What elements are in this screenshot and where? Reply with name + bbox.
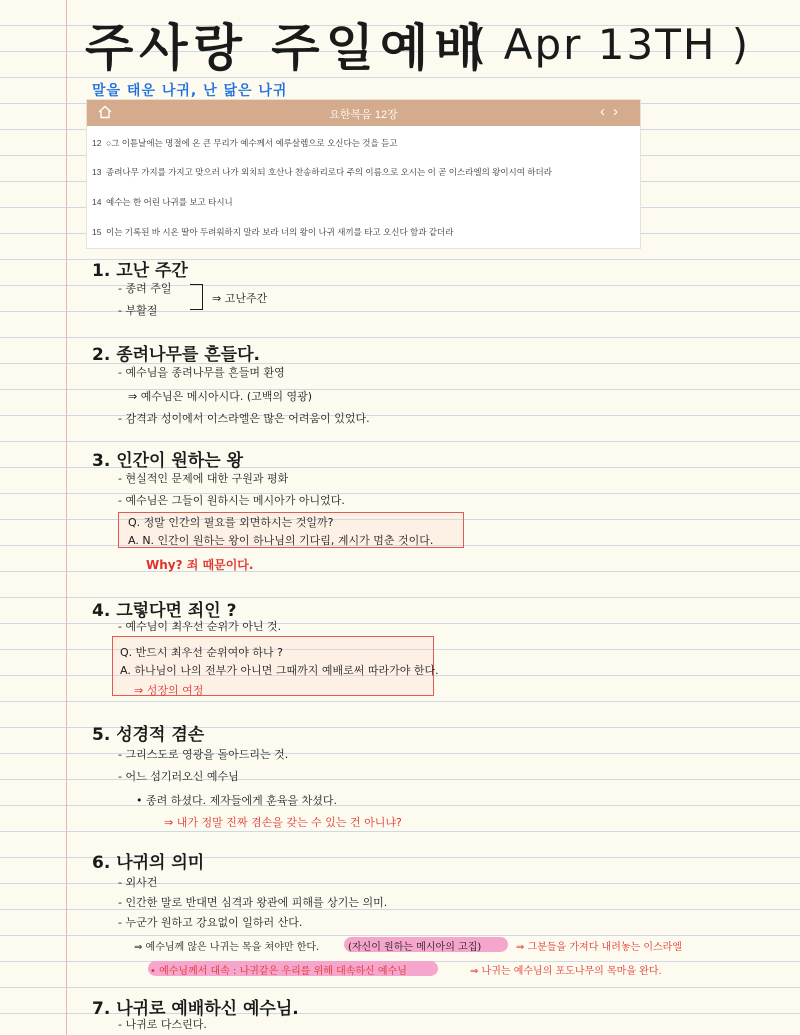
verse-text: 예수는 한 어린 나귀를 보고 타시니 xyxy=(106,197,233,207)
page-title: 주사랑 주일예배 xyxy=(85,19,489,77)
highlighted-note: (자신이 원하는 메시아의 고집) xyxy=(348,942,482,953)
note-line: - 예수님은 그들이 원하시는 메시아가 아니었다. xyxy=(118,494,345,507)
section-heading: 4. 그렇다면 죄인 ? xyxy=(92,601,237,621)
section-heading: 1. 고난 주간 xyxy=(92,261,188,281)
verse-row xyxy=(92,196,233,208)
arrow-note: ⇒ 나귀는 예수님의 포도나무의 목마을 완다. xyxy=(470,966,662,977)
section-heading: 7. 나귀로 예배하신 예수님. xyxy=(92,999,299,1019)
verse-text: ○그 이튿날에는 명절에 온 큰 무리가 예수께서 예루살렘으로 오신다는 것을 듣고 xyxy=(106,138,398,148)
note-line: - 부활절 xyxy=(118,304,158,317)
section-heading: 2. 종려나무를 흔들다. xyxy=(92,345,260,365)
verse-number: 13 xyxy=(92,167,102,177)
arrow-note: ⇒ 성장의 여정 xyxy=(134,684,204,697)
note-line: ⇒ 예수님은 메시아시다. (고백의 영광) xyxy=(128,390,313,403)
verse-row xyxy=(92,166,552,178)
question-text: Q. 반드시 최우선 순위여야 하나 ? xyxy=(120,646,283,659)
verse-number: 15 xyxy=(92,227,102,237)
note-line: - 누군가 원하고 강요없이 일하러 산다. xyxy=(118,916,303,929)
verse-text: 종려나무 가지를 가지고 맞으러 나가 외치되 호산나 찬송하리로다 주의 이름으로 오시는 이 곧 이스라엘의 왕이시여 하더라 xyxy=(106,167,552,177)
subtitle: 말을 태운 나귀, 난 닮은 나귀 xyxy=(92,83,288,99)
note-line: - 예수님이 최우선 순위가 아닌 것. xyxy=(118,620,282,633)
chevron-left-icon[interactable]: ‹ xyxy=(600,103,613,120)
verse-number: 14 xyxy=(92,197,102,207)
answer-text: A. N. 인간이 원하는 왕이 하나님의 기다림, 계시가 멈춘 것이다. xyxy=(128,534,434,547)
section-heading: 3. 인간이 원하는 왕 xyxy=(92,451,243,471)
note-line: - 예수님을 종려나무를 흔들며 환영 xyxy=(118,366,285,379)
date: ( Apr 13TH ) xyxy=(470,20,751,69)
note-line: - 현실적인 문제에 대한 구원과 평화 xyxy=(118,472,289,485)
bible-chapter-title: 요한복음 12장 xyxy=(329,109,398,121)
highlighted-note: • 예수님께서 대속 : 나귀같은 우리를 위해 대속하신 예수님 xyxy=(150,966,407,977)
section-heading: 6. 나귀의 의미 xyxy=(92,853,205,873)
arrow-note: ⇒ 그분들을 가져다 내려놓는 이스라엘 xyxy=(516,942,682,953)
note-line: - 감격과 성이에서 이스라엘은 많은 어려움이 있었다. xyxy=(118,412,370,425)
arrow-note: ⇒ 내가 정말 진짜 겸손을 갖는 수 있는 건 아니냐? xyxy=(164,816,402,829)
note-line: - 외사건 xyxy=(118,876,158,889)
bible-header xyxy=(87,100,640,126)
note-line: - 나귀로 다스린다. xyxy=(118,1018,207,1031)
verse-row xyxy=(92,226,453,238)
note-line: • 종려 하셨다. 제자들에게 훈육을 차셨다. xyxy=(136,794,337,807)
verse-text: 이는 기록된 바 시온 딸아 두려워하지 말라 보라 너의 왕이 나귀 새끼를 타고 오신다 함과 같더라 xyxy=(106,227,454,237)
chevron-right-icon[interactable]: › xyxy=(613,103,626,120)
section-heading: 5. 성경적 겸손 xyxy=(92,725,205,745)
bracket xyxy=(190,284,203,310)
note-line: ⇒ 예수님께 않은 나귀는 목을 쳐야만 한다. xyxy=(134,942,320,953)
answer-text: A. 하나님이 나의 전부가 아니면 그때까지 예배로써 따라가야 한다. xyxy=(120,664,439,677)
question-text: Q. 정말 인간의 필요를 외면하시는 것일까? xyxy=(128,516,334,529)
why-note: Why? 죄 때문이다. xyxy=(146,558,254,572)
note-line: - 종려 주일 xyxy=(118,282,172,295)
note-line: - 인간한 말로 반대면 심격과 왕관에 피해를 상기는 의미. xyxy=(118,896,388,909)
verse-row xyxy=(92,137,398,149)
bible-panel xyxy=(87,100,640,248)
chapter-nav[interactable] xyxy=(600,103,626,120)
verse-number: 12 xyxy=(92,138,102,148)
note-line: - 어느 섬기러오신 예수님 xyxy=(118,770,239,783)
note-line: - 그리스도로 영광을 돌아드리는 것. xyxy=(118,748,289,761)
note-line: ⇒ 고난주간 xyxy=(212,292,268,305)
